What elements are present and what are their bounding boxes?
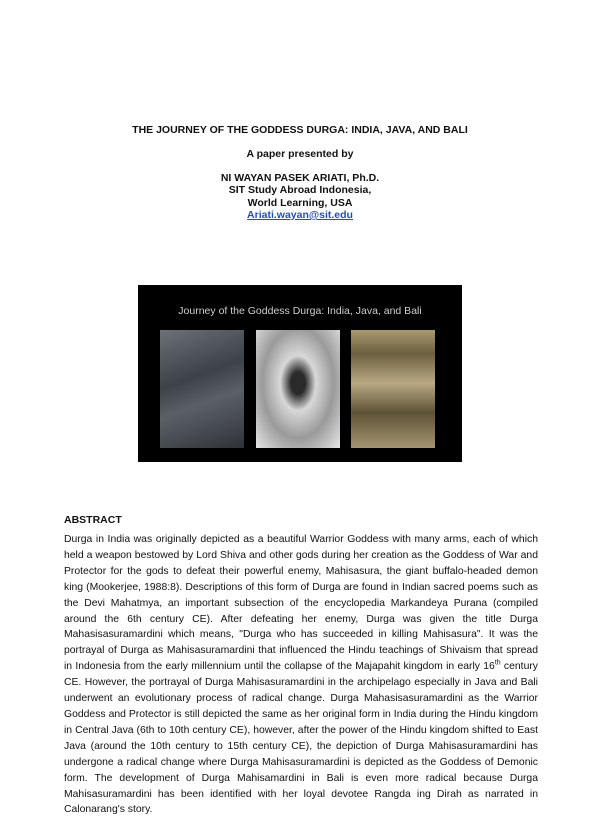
author-org: World Learning, USA — [247, 196, 353, 209]
author-email-link[interactable]: Ariati.wayan@sit.edu — [247, 208, 353, 221]
durga-bali-relief-image — [351, 330, 435, 448]
author-name: NI WAYAN PASEK ARIATI, Ph.D. — [220, 172, 380, 184]
presented-by: A paper presented by — [246, 148, 354, 160]
figure-caption: Journey of the Goddess Durga: India, Java, and Bali — [178, 305, 422, 317]
author-block — [0, 172, 600, 221]
paper-title: THE JOURNEY OF THE GODDESS DURGA: INDIA, JAVA, AND BALI — [132, 124, 468, 136]
figure-image — [138, 285, 462, 462]
durga-java-statue-image — [256, 330, 340, 448]
abstract-text — [64, 532, 538, 818]
abstract-heading: ABSTRACT — [64, 514, 122, 526]
author-affiliation: SIT Study Abroad Indonesia, — [228, 184, 372, 197]
durga-india-relief-image — [160, 330, 244, 448]
abstract-part-2: century CE. However, the portrayal of Durga Mahisasuramardini in the archipelago especially in Java and Bali underwent an evolutionary process of radical change. Durga Mahasisasuramardini as the Warrior Goddess and Protector is still depicted the same as her original form in India during the Hindu kingdom in Central Java (6th to 10th century CE), however, after the power of the Hindu kingdom shifted to East Java (around the 10th century to 15th century CE), the depiction of Durga Mahisasuramardini has undergone a radical change where Durga Mahisasuramardini is depicted as the Goddess of Demonic form. The development of Durga Mahisamardini in Bali is even more radical because Durga Mahisasuramardini has been identified with her loyal devotee Rangda ing Dirah as narrated in Calonarang's story. — [64, 661, 538, 816]
abstract-part-1: Durga in India was originally depicted as a beautiful Warrior Goddess with many arms, each of which held a weapon bestowed by Lord Shiva and other gods during her creation as the Goddess of War and Protector for the gods to defeat their powerful enemy, Mahisasura, the giant buffalo-headed demon king (Mookerjee, 1988:8). Descriptions of this form of Durga are found in Indian sacred poems such as the Devi Mahatmya, an important subsection of the encyclopedia Markandeya Purana (compiled around the 6th century CE). After defeating her enemy, Durga was given the title Durga Mahasisasuramardini which means, "Durga who has succeeded in killing Mahisasura". It was the portrayal of Durga as Mahisasuramardini that influenced the Hindu teachings of Shivaism that spread in Indonesia from the early millennium until the collapse of the Majapahit kingdom in early 16 — [64, 534, 538, 673]
superscript: th — [494, 659, 501, 667]
